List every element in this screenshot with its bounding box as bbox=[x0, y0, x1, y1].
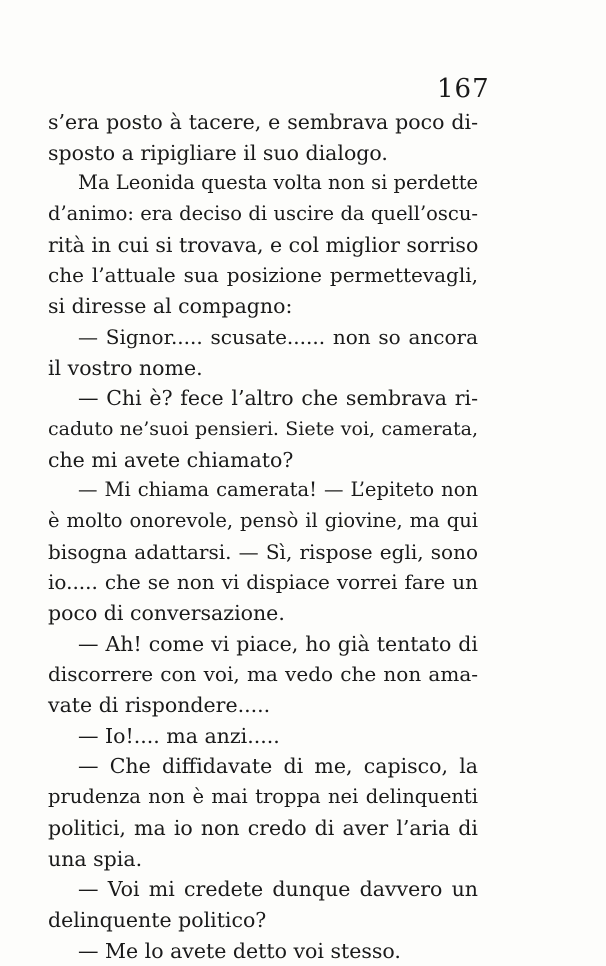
text-line: prudenza non è mai troppa nei delinquenti bbox=[48, 785, 478, 809]
text-line: che l’attuale sua posizione permettevagli, bbox=[48, 263, 478, 288]
text-line: politici, ma io non credo di aver l’aria di bbox=[48, 815, 478, 840]
text-line: caduto ne’suoi pensieri. Siete voi, camerata, bbox=[48, 417, 478, 440]
text-line: è molto onorevole, pensò il giovine, ma qui bbox=[48, 508, 478, 532]
text-line: che mi avete chiamato? bbox=[48, 447, 294, 472]
text-line: — Voi mi credete dunque davvero un bbox=[78, 877, 478, 902]
text-line: vate di rispondere..... bbox=[48, 693, 271, 718]
text-line: si diresse al compagno: bbox=[48, 294, 293, 319]
text-line: s’era posto à tacere, e sembrava poco di- bbox=[48, 110, 478, 134]
text-line: rità in cui si trovava, e col miglior sorriso bbox=[48, 232, 479, 257]
text-line: una spia. bbox=[48, 846, 143, 871]
text-line: — Che diffidavate di me, capisco, la bbox=[78, 754, 478, 779]
text-line: d’animo: era deciso di uscire da quell’oscu- bbox=[48, 202, 478, 226]
body-text bbox=[48, 107, 478, 966]
text-line: il vostro nome. bbox=[48, 355, 203, 380]
text-line: Ma Leonida questa volta non si perdette bbox=[78, 171, 479, 195]
text-line: — Me lo avete detto voi stesso. bbox=[78, 938, 401, 963]
text-line: sposto a ripigliare il suo dialogo. bbox=[48, 140, 388, 165]
text-line: delinquente politico? bbox=[48, 907, 267, 932]
text-line: — Io!.... ma anzi..... bbox=[78, 723, 280, 748]
text-line: — Ah! come vi piace, ho già tentato di bbox=[78, 631, 478, 656]
text-line: bisogna adattarsi. — Sì, rispose egli, sono bbox=[48, 539, 478, 564]
text-line: io..... che se non vi dispiace vorrei fare un bbox=[48, 570, 478, 595]
text-line: — Signor..... scusate...... non so ancora bbox=[78, 324, 478, 349]
text-line: poco di conversazione. bbox=[48, 601, 285, 625]
text-line: — Chi è? fece l’altro che sembrava ri- bbox=[78, 386, 478, 411]
page-number: 167 bbox=[437, 74, 490, 104]
text-line: — Mi chiama camerata! — L’epiteto non bbox=[78, 478, 478, 502]
text-line: discorrere con voi, ma vedo che non ama- bbox=[48, 662, 478, 687]
